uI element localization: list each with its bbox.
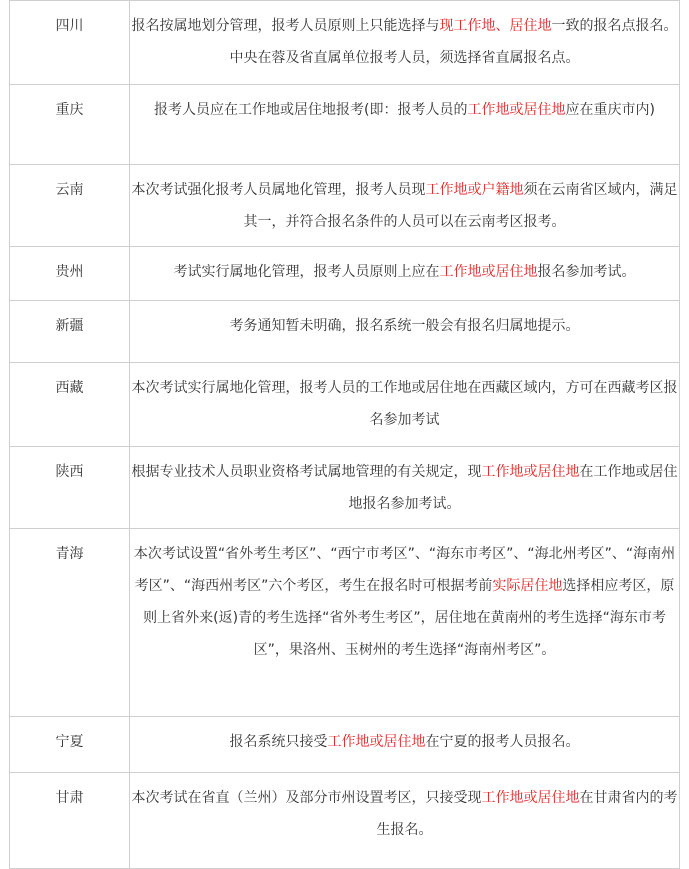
region-cell (10, 447, 130, 529)
policy-description (130, 85, 679, 126)
policy-description (130, 773, 679, 846)
highlighted-text: 工作地或户籍地 (425, 182, 524, 198)
description-text: 在甘肃省内的考生报名。 (376, 790, 678, 838)
region-cell (10, 85, 130, 165)
policy-description-cell (130, 247, 680, 301)
registration-policy-table (9, 0, 680, 869)
highlighted-text: 工作地或居住地 (481, 464, 580, 480)
region-name: 青海 (55, 546, 84, 562)
description-text: 应在重庆市内) (565, 102, 655, 118)
table-row (10, 1, 680, 85)
region-name: 云南 (55, 182, 84, 198)
policy-description (130, 247, 679, 288)
table-body (10, 1, 680, 869)
region-cell (10, 301, 130, 363)
description-text: 本次考试实行属地化管理，报考人员的工作地或居住地在西藏区域内，方可在西藏考区报名参加考试 (131, 380, 678, 428)
description-text: 须在云南省区域内，满足其一，并符合报名条件的人员可以在云南考区报考。 (243, 182, 678, 230)
region-cell (10, 529, 130, 717)
policy-description-cell (130, 85, 680, 165)
description-text: 报考人员应在工作地或居住地报考(即：报考人员的 (154, 102, 468, 118)
region-name: 重庆 (55, 102, 84, 118)
policy-description-cell (130, 363, 680, 447)
highlighted-text: 工作地或居住地 (327, 734, 426, 750)
region-name: 陕西 (55, 464, 84, 480)
policy-description-cell (130, 301, 680, 363)
policy-description (130, 363, 679, 436)
table-row (10, 165, 680, 247)
region-name: 西藏 (55, 380, 84, 396)
policy-description-cell (130, 1, 680, 85)
policy-description-cell (130, 447, 680, 529)
policy-description (130, 529, 679, 666)
description-text: 报名按属地划分管理，报考人员原则上只能选择与 (131, 18, 440, 34)
description-text: 根据专业技术人员职业资格考试属地管理的有关规定，现 (131, 464, 482, 480)
region-name: 四川 (55, 18, 84, 34)
policy-description-cell (130, 773, 680, 869)
highlighted-text: 实际居住地 (492, 578, 563, 594)
highlighted-text: 工作地或居住地 (481, 790, 580, 806)
table-row (10, 717, 680, 773)
region-name: 新疆 (55, 318, 84, 334)
description-text: 在工作地或居住地报名参加考试。 (348, 464, 678, 512)
table-row (10, 529, 680, 717)
description-text: 一致的报名点报名。中央在蓉及省直属单位报考人员，须选择省直属报名点。 (229, 18, 678, 66)
region-cell (10, 165, 130, 247)
table-row (10, 773, 680, 869)
region-name: 宁夏 (55, 734, 84, 750)
description-text: 报名参加考试。 (537, 264, 636, 280)
table-row (10, 447, 680, 529)
table-row (10, 301, 680, 363)
policy-description (130, 301, 679, 342)
description-text: 考务通知暂未明确，报名系统一般会有报名归属地提示。 (229, 318, 580, 334)
table-row (10, 247, 680, 301)
highlighted-text: 工作地或居住地 (467, 102, 566, 118)
policy-description (130, 1, 679, 74)
policy-description (130, 717, 679, 758)
description-text: 报名系统只接受 (229, 734, 328, 750)
region-cell (10, 773, 130, 869)
policy-description-cell (130, 165, 680, 247)
region-cell (10, 363, 130, 447)
policy-description-cell (130, 529, 680, 717)
highlighted-text: 工作地或居住地 (439, 264, 538, 280)
region-cell (10, 1, 130, 85)
policy-description-cell (130, 717, 680, 773)
region-name: 甘肃 (55, 790, 84, 806)
description-text: 本次考试强化报考人员属地化管理，报考人员现 (131, 182, 426, 198)
description-text: 在宁夏的报考人员报名。 (425, 734, 580, 750)
policy-description (130, 165, 679, 238)
region-cell (10, 717, 130, 773)
policy-description (130, 447, 679, 520)
description-text: 本次考试设置“省外考生考区”、“西宁市考区”、“海东市考区”、“海北州考区”、“海南州考区”、“海西州考区”六个考区，考生在报名时可根据考前 (133, 546, 676, 594)
highlighted-text: 现工作地、居住地 (439, 18, 552, 34)
table-row (10, 85, 680, 165)
table-row (10, 363, 680, 447)
region-name: 贵州 (55, 264, 84, 280)
region-cell (10, 247, 130, 301)
description-text: 选择相应考区，原则上省外来(返)青的考生选择“省外考生考区”，居住地在黄南州的考生选择“海东市考区”，果洛州、玉树州的考生选择“海南州考区”。 (143, 578, 675, 658)
description-text: 本次考试在省直（兰州）及部分市州设置考区，只接受现 (131, 790, 482, 806)
description-text: 考试实行属地化管理，报考人员原则上应在 (173, 264, 440, 280)
